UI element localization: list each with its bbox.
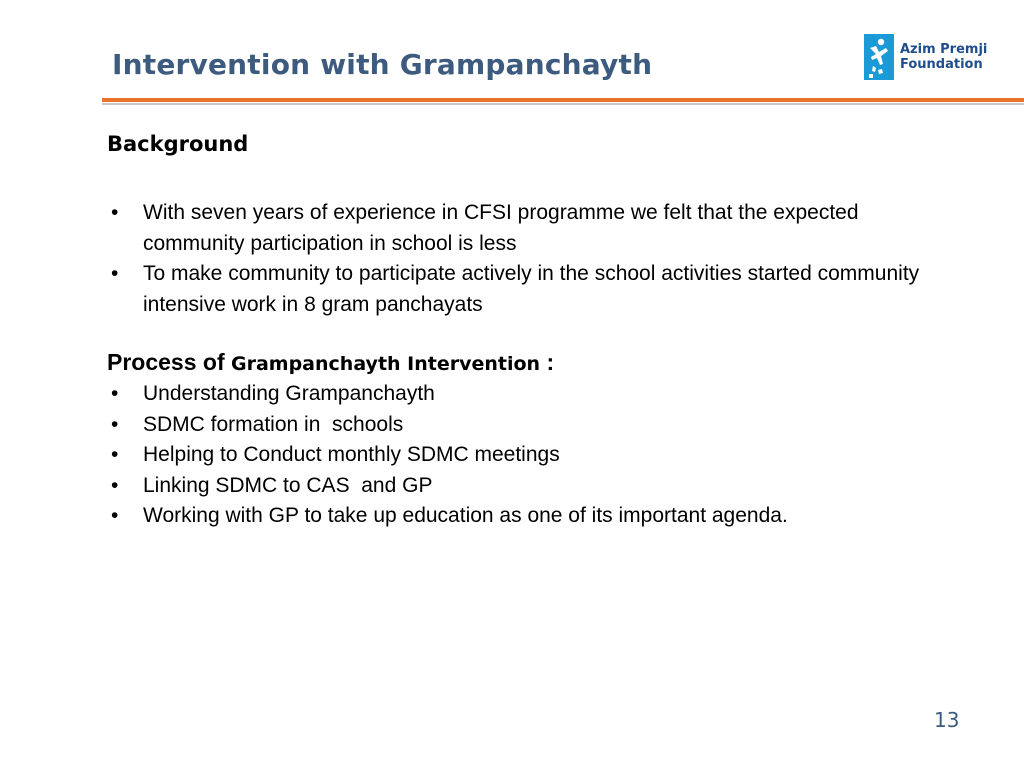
logo-line-1: Azim Premji — [900, 42, 988, 57]
process-heading-part-3: : — [540, 349, 555, 375]
page-number: 13 — [934, 708, 960, 732]
slide-content — [107, 130, 927, 532]
process-bullet-3: • Helping to Conduct monthly SDMC meetings — [107, 440, 927, 471]
background-bullet-list — [107, 198, 927, 320]
title-rule-shadow — [102, 103, 1024, 105]
process-heading-part-2: Grampanchayth Intervention — [231, 353, 541, 375]
process-heading — [107, 347, 927, 379]
process-bullet-1: • Understanding Grampanchayth — [107, 379, 927, 410]
logo-line-2: Foundation — [900, 57, 983, 72]
process-bullet-list — [107, 379, 927, 532]
background-heading: Background — [107, 132, 249, 156]
logo-text — [900, 42, 987, 72]
azim-premji-figure-icon — [864, 34, 894, 80]
process-heading-part-1: Process of — [107, 349, 231, 375]
foundation-logo — [864, 34, 987, 80]
background-bullet-1: • With seven years of experience in CFSI programme we felt that the expected community participation in school is less — [107, 198, 927, 259]
slide-title: Intervention with Grampanchayth — [112, 48, 653, 81]
process-bullet-4: • Linking SDMC to CAS and GP — [107, 471, 927, 502]
title-rule — [102, 98, 1024, 102]
process-bullet-2: • SDMC formation in schools — [107, 410, 927, 441]
background-bullet-2: • To make community to participate actively in the school activities started community intensive work in 8 gram panchayats — [107, 259, 927, 320]
process-bullet-5: • Working with GP to take up education as one of its important agenda. — [107, 501, 927, 532]
